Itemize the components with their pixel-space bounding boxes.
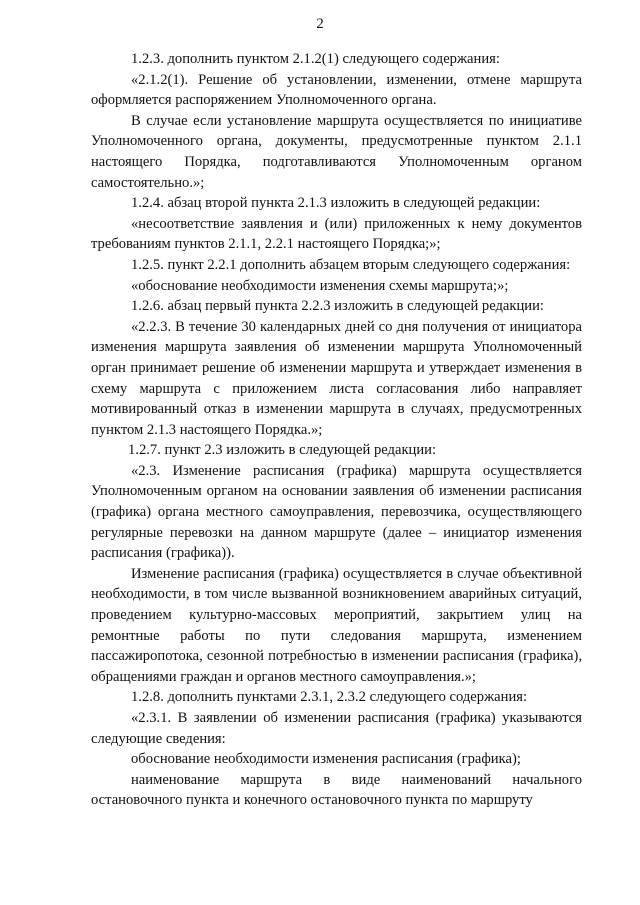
paragraph: 1.2.7. пункт 2.3 изложить в следующей редакции: [128,442,437,459]
paragraph: «2.1.2(1). Решение об установлении, изменении, отмене маршрута оформляется распоряжением Уполномоченного органа. [91,71,582,109]
paragraph: «несоответствие заявления и (или) приложенных к нему документов требованиям пунктов 2.1.1, 2.2.1 настоящего Порядка;»; [91,215,582,253]
paragraph: «обоснование необходимости изменения схемы маршрута;»; [131,277,509,294]
paragraph: 1.2.5. пункт 2.2.1 дополнить абзацем вторым следующего содержания: [131,256,571,273]
paragraph: Изменение расписания (графика) осуществляется в случае объективной необходимости, в том числе вызванной возникновением аварийных ситуаций, проведением культурно-массовых мероприятий, закрытием улиц на ремонтные работы по пути следования маршрута, изменением пассажиропотока, сезонной потребностью в изменении расписания (графика), обращениями граждан и органов местного самоуправления.»; [91,565,582,685]
paragraph: 1.2.6. абзац первый пункта 2.2.3 изложить в следующей редакции: [131,298,544,315]
page-number: 2 [316,16,324,32]
paragraph: «2.2.3. В течение 30 календарных дней со дня получения от инициатора изменения маршрута заявления об изменении маршрута Уполномоченный орган принимает решение об изменении маршрута и утверждает изменения в схему маршрута с приложением листа согласования либо направляет мотивированный отказ в изменении маршрута в случаях, предусмотренных пунктом 2.1.3 настоящего Порядка.»; [91,318,582,438]
paragraph: обоснование необходимости изменения расписания (графика); [131,751,521,768]
paragraph: «2.3. Изменение расписания (графика) маршрута осуществляется Уполномоченным органом на основании заявления об изменении расписания (графика) органа местного самоуправления, перевозчика, осуществляющего регулярные перевозки на данном маршруте (далее – инициатор изменения расписания (графика)). [91,462,582,562]
paragraph: «2.3.1. В заявлении об изменении расписания (графика) указываются следующие сведения: [91,710,582,747]
document-body [91,49,582,811]
paragraph: 1.2.3. дополнить пунктом 2.1.2(1) следующего содержания: [131,51,500,67]
paragraph: 1.2.4. абзац второй пункта 2.1.3 изложить в следующей редакции: [131,195,541,212]
paragraph: В случае если установление маршрута осуществляется по инициативе Уполномоченного органа, документы, предусмотренные пунктом 2.1.1 настоящего Порядка, подготавливаются Уполномоченным органом самостоятельно.»; [91,112,582,191]
paragraph: 1.2.8. дополнить пунктами 2.3.1, 2.3.2 следующего содержания: [131,689,528,706]
paragraph: наименование маршрута в виде наименований начального остановочного пункта и конечного остановочного пункта по маршруту [91,771,582,809]
